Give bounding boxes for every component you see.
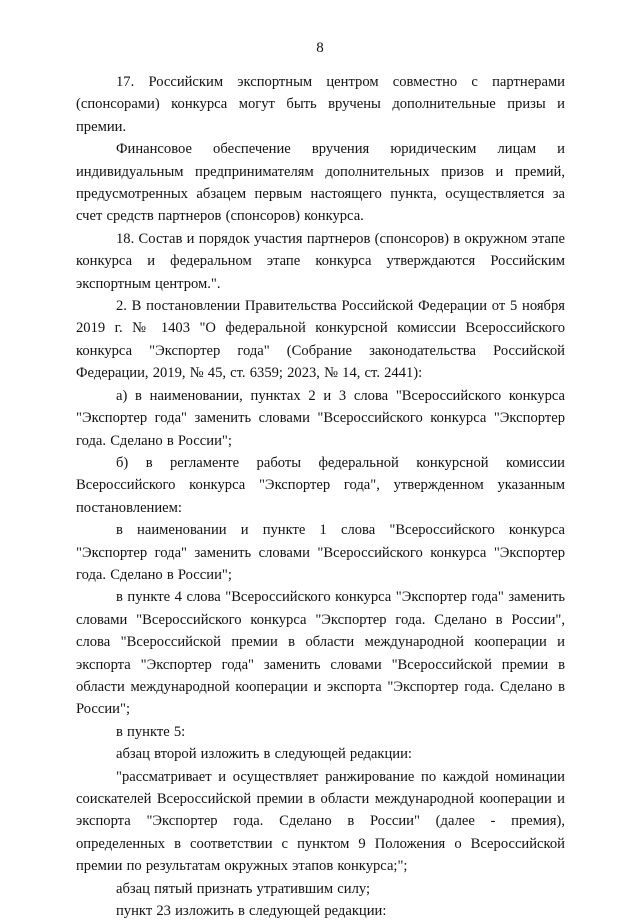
paragraph-financing: Финансовое обеспечение вручения юридическим лицам и индивидуальным предпринимателям дополнительных призов и премий, предусмотренных абзацем первым настоящего пункта, осуществляется за счет средств партнеров (спонсоров) конкурса. <box>76 141 565 225</box>
page-number: 8 <box>316 40 324 56</box>
paragraph-item-a: а) в наименовании, пунктах 2 и 3 слова "Всероссийского конкурса "Экспортер года" заменить словами "Всероссийского конкурса "Экспортер года. Сделано в России"; <box>76 387 565 449</box>
paragraph-point-4: в пункте 4 слова "Всероссийского конкурса "Экспортер года" заменить словами "Всероссийского конкурса "Экспортер года. Сделано в России", слова "Всероссийской премии в области международной кооперации и экспорта "Экспортер года" заменить словами "Всероссийской премии в области международной кооперации и экспорта "Экспортер года. Сделано в России"; <box>76 589 565 718</box>
paragraph-name-and-point-1: в наименовании и пункте 1 слова "Всероссийского конкурса "Экспортер года" заменить словами "Всероссийского конкурса "Экспортер года. Сделано в России"; <box>76 522 565 583</box>
paragraph-17: 17. Российским экспортным центром совместно с партнерами (спонсорами) конкурса могут быть вручены дополнительные призы и премии. <box>76 74 565 135</box>
paragraph-new-wording: "рассматривает и осуществляет ранжирование по каждой номинации соискателей Всероссийской премии в области международной кооперации и экспорта "Экспортер года. Сделано в России" (далее - премия), определенных в соответствии с пунктом 9 Положения о Всероссийской премии по результатам окружных этапов конкурса;"; <box>76 768 565 875</box>
paragraph-point-5: в пункте 5: <box>116 723 186 740</box>
document-body <box>76 71 565 922</box>
paragraph-second-subparagraph: абзац второй изложить в следующей редакции: <box>116 746 412 763</box>
paragraph-18: 18. Состав и порядок участия партнеров (спонсоров) в окружном этапе конкурса и федеральном этапе конкурса утверждаются Российским экспортным центром.". <box>76 230 565 292</box>
paragraph-fifth-subparagraph: абзац пятый признать утратившим силу; <box>116 880 371 897</box>
paragraph-item-b: б) в регламенте работы федеральной конкурсной комиссии Всероссийского конкурса "Экспортер года", утвержденном указанным постановлением: <box>76 454 565 516</box>
paragraph-section-2: 2. В постановлении Правительства Российской Федерации от 5 ноября 2019 г. № 1403 "О федеральной конкурсной комиссии Всероссийского конкурса "Экспортер года" (Собрание законодательства Российской Федерации, 2019, № 45, ст. 6359; 2023, № 14, ст. 2441): <box>76 298 565 382</box>
paragraph-point-23: пункт 23 изложить в следующей редакции: <box>116 903 387 920</box>
